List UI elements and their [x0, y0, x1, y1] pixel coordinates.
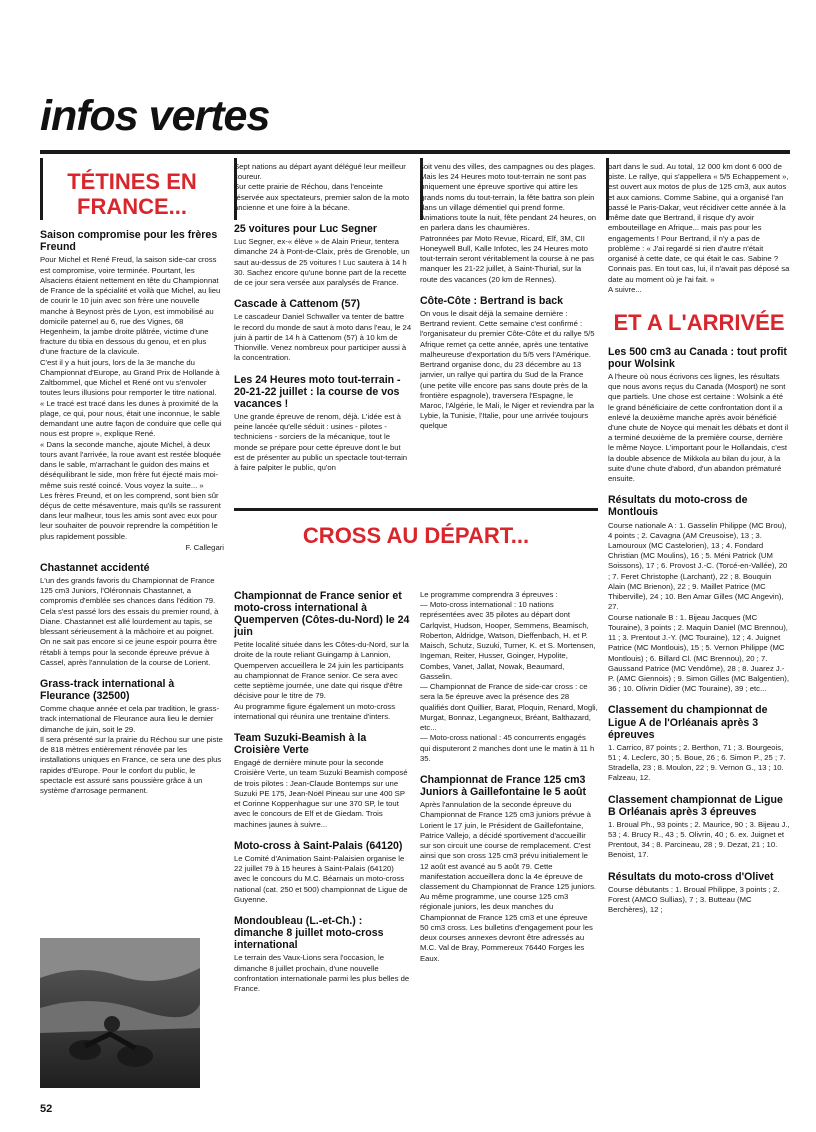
- article-body: Le programme comprendra 3 épreuves : — Moto-cross international : 10 nations représentées avec 35 pilotes au départ dont Carlqvist, Hudson, Hooper, Semmens, Beamisch, Roberton, Aldridge, Watson, Dieffenbach, H. et P. Maisch, Schutz, Suzuki, Turner, K. et S. Mortensen, Ingeman, Reiter, Husser, Goinger, Hypolite, Combes, Vanet, Jallat, Nowak, Beaumard, Gasselin. — Championnat de France de side-car cross : ce sera la 5e épreuve avec la présence des 28 qualifiés dont Quillier, Barat, Ploquin, Renard, Mogli, Murgat, Bonnaz, Legangneux, Bréant, Balthazard, etc... — Moto-cross national : 45 concurrents engagés qui disputeront 2 manches dont une le matin à 11 h 35.: [420, 590, 598, 763]
- section-tetines: [40, 170, 224, 796]
- article-body: Le terrain des Vaux-Lions sera l'occasion, le dimanche 8 juillet prochain, d'une nouvelle confrontation internationale parmi les plus belles de France.: [234, 953, 410, 994]
- motocross-photo-illustration: [40, 938, 200, 1088]
- motocross-photo: [40, 938, 200, 1088]
- article-headline: Résultats du moto-cross de Montlouis: [608, 494, 748, 519]
- article-headline: Championnat de France 125 cm3 Juniors à Gaillefontaine le 5 août: [420, 773, 587, 799]
- article-headline: Résultats du moto-cross d'Olivet: [608, 870, 774, 883]
- article-body: On vous le disait déjà la semaine dernière : Bertrand revient. Cette semaine c'est confirmé : l'organisateur du premier Côte-Côte et du rallye 5/5 Afrique remet ça cette année, après une tentative malheureuse d'exportation du 5/5 vers l'Amérique. Bertrand organise donc, du 23 décembre au 13 janvier, un rallye qui partira du Sud de la France (une petite ville encore pas sans doute près de la frontière espagnole), traversera l'Espagne, le Maroc, l'Algérie, le Mali, le Niger et reviendra par la Lybie, la Tunisie, l'Italie, pour une arrivée toujours quelque: [420, 308, 595, 431]
- section-rule: [234, 508, 598, 511]
- article-headline: Championnat de France senior et moto-cross international à Quemperven (Côtes-du-Nord) le 24 juin: [234, 590, 410, 639]
- article-body: Comme chaque année et cela par tradition, le grass-track international de Fleurance aura lieu le dernier dimanche de juin, soit le 29. Il sera présenté sur la prairie du Réchou sur une piste de 818 mètres entièrement rénovée par les installations uniques en France, ce sera une des plus rapides d'Europe. Pour le confort du public, le spectacle est assuré sans poussière grâce à un système d'arrosage permanent.: [40, 704, 223, 796]
- article-body: A l'heure où nous écrivons ces lignes, les résultats que nous avons reçus du Canada (Mosport) ne sont que partiels. Une chose est certaine : Wolsink a été le grand bénéficiaire de cette confrontation dont il a enlevé la deuxième manche après avoir bénéficié d'une chute de Noyce qui menait les débats et dont il a terminé deuxième de la première course, derrière le même Noyce. L'important pour le Hollandais, c'est la double absence de Mikkola au bilan du jour, à la suite d'une chute d'abord, d'un abandon prématuré ensuite.: [608, 371, 789, 484]
- article-headline: Côte-Côte : Bertrand is back: [420, 294, 564, 307]
- column-2-top: [234, 162, 412, 473]
- article-signature: F. Callegari: [185, 542, 224, 552]
- article-body: Course nationale A : 1. Gasselin Philippe (MC Brou), 4 points ; 2. Cavagna (AM Creusoise), 13 ; 3. Lamouroux (MC Castelorien), 13 ; 4. Fondard Christian (MC Moulins), 16 ; 5. Méni Patrick (UM Soissons), 17 ; 6. Provost J.-C. (Torcé-en-Vallée), 20 ; 7. Feret Christophe (Larchant), 22 ; 8. Bouquin Alain (MC Brienon), 22 ; 9. Maillet Patrice (MC Thiberville), 24 ; 10. Ben Amar Gilles (MC Angevin), 27. Course nationale B : 1. Bijeau Jacques (MC Touraine), 3 points ; 2. Maquin Daniel (MC Brennou), 11 ; 3. Prentout J.-Y. (MC Touraine), 12 ; 4. Juignet Patrice (MC Montlouis), 15 ; 5. Vernon Philippe (MC Montlouis) ; 6. Billard Cl. (MC Brennou), 20 ; 7. Gaussand Patrice (MC Vendôme), 28 ; 8. Juarez J.-P. (AMC Giennois) ; 9. Simon Gilles (MC Balgentien), 36 ; 10. Olivrin Didier (MC Touraine), 39 ; etc...: [608, 520, 790, 694]
- column-3-top: [420, 162, 598, 432]
- article-headline: Grass-track international à Fleurance (32500): [40, 678, 175, 703]
- section-title-tetines: TÉTINES EN FRANCE...: [67, 169, 197, 219]
- article-body: Course débutants : 1. Broual Philippe, 3 points ; 2. Forest (AMCO Sullias), 7 ; 3. Butteau (MC Berchères), 12 ;: [608, 884, 780, 915]
- article-body: Pour Michel et René Freud, la saison side-car cross est compromise, voire terminée. Pourtant, les Alsaciens étaient nettement en tête du Championnat de France de la spécialité et voilà que Michel, au lieu de courir le 10 juin avec son frère une nouvelle manche à Beynost près de Lyon, est immobilisé au domicile paternel au 6, rue des Vignes, 68 Hegenheim, la jambe droite plâtrée, victime d'une fracture du tibia en dessous du genou, et en plus d'une fracture de la clavicule. C'est il y a huit jours, lors de la 3e manche du Championnat d'Europe, au Grand Prix de Hollande à Zaltbommel, que Michel et René ont vu s'envoler toutes leurs illusions pour remporter le titre national. « Le tracé est tracé dans les dunes à proximité de la plage, ce qui, pour nous, était une inconnue, le sable demandant une autre façon de conduire que celle qui nous est propre », explique René. « Dans la seconde manche, ajoute Michel, à deux tours avant l'arrivée, la roue avant est restée bloquée dans le sable, m'arrachant le guidon des mains et déséquilibrant le side, mon frère fut éjecté mais moi-même suis resté coincé. Vous voyez la suite... » Les frères Freund, et on les comprend, sont bien sûr déçus de cette mésaventure, mais qu'ils se rassurent dans leur malheur, tous les amis sont avec eux pour leur souhaiter de pouvoir reprendre la compétition le plus rapidement possible.: [40, 255, 222, 541]
- article-body: 1. Carrico, 87 points ; 2. Berthon, 71 ; 3. Bourgeois, 51 ; 4. Leclerc, 30 ; 5. Boue, 26 ; 6. Simon P., 25 ; 7. Stradella, 23 ; 8. Moulon, 22 ; 9. Vernon G., 13 ; 10. Falzeau, 12.: [608, 742, 786, 783]
- article-body: Après l'annulation de la seconde épreuve du Championnat de France 125 cm3 juniors prévue à Lorient le 17 juin, le Président de Gaillefontaine, Patrice Vallejo, a décidé sportivement d'accueillir sur son circuit une course de remplacement. C'est ainsi que son cross 125 cm3 prévu initialement le 12 août est avancé au 5 août 79. Cette manifestation accueillera donc la 4e épreuve de classement du Championnat de France 125 juniors. Au même programme, une course 125 cm3 régionale juniors, les deux manches du Championnat de France 125 cm3 et une épreuve 50 cm3 cross. Les bulletins d'engagement pour les deux courses annexes devront être adressés au M.C. Val de Bray, Pommereux 76440 Forges les Eaux.: [420, 800, 597, 963]
- article-body: Une grande épreuve de renom, déjà. L'idée est à peine lancée qu'elle séduit : usines - pilotes - techniciens - sorciers de la mécanique, tout le monde se prépare pour cette épreuve dont le but est de présenter au public un spectacle tout-terrain à faire palpiter le public, qu'on: [234, 411, 408, 472]
- article-headline: Mondoubleau (L.-et-Ch.) : dimanche 8 juillet moto-cross international: [234, 915, 384, 952]
- article-body: Luc Segner, ex-« élève » de Alain Prieur, tentera dimanche 24 à Pont-de-Claix, près de Grenoble, un saut au-dessus de 25 voitures ! Luc sautera à 14 h 30. Sachez encore qu'une bonne part de la recette de ce jour sera versée aux paralysés de France.: [234, 237, 410, 288]
- article-headline: Chastannet accidenté: [40, 561, 150, 574]
- article-body: soit venu des villes, des campagnes ou des plages. Mais les 24 Heures moto tout-terrain ne sont pas uniquement une épreuve sportive qui attire les grands noms du tout-terrain, la fête battra son plein dans un village démentiel qui prend forme. Animations toute la nuit, fête pendant 24 heures, on en parlera dans les chaumières. Patronnées par Moto Revue, Ricard, Elf, 3M, CII Honeywell Bull, Kalle Infotec, les 24 Heures moto tout-terrain seront véritablement la course à ne pas manquer les 21-22 juillet, à Saint-Thurial, sur la route des vacances (20 km de Rennes).: [420, 162, 597, 284]
- article-headline: Cascade à Cattenom (57): [234, 298, 360, 311]
- article-headline: Team Suzuki-Beamish à la Croisière Verte: [234, 732, 367, 757]
- article-body: Sept nations au départ ayant délégué leur meilleur coureur. Sur cette prairie de Réchou, dans l'enceinte réservée aux spectateurs, premier salon de la moto ancienne et une foire à la bécane.: [234, 162, 410, 212]
- article-headline: Les 24 Heures moto tout-terrain - 20-21-22 juillet : la course de vos vacances !: [234, 373, 401, 410]
- page-masthead: infos vertes: [40, 92, 270, 140]
- article-body: part dans le sud. Au total, 12 000 km dont 6 000 de piste. Le rallye, qui s'appellera « 5/5 Echappement », est ouvert aux motos de plus de 125 cm3, aux autos et aux camions. Comme Sabine, qui a organisé l'an passé le Paris-Dakar, veut récidiver cette année à la même date que Bertrand, il risque d'y avoir embouteillage en Afrique... mais pas pour les engagements ! Pour Bertrand, il n'y a pas de problème : « J'ai regardé si rien d'autre n'était organisé à cette date, ce qui était le cas. Sabine ? Connais pas. En tout cas, lui, il n'avait pas déposé sa date au moment où je l'ai fait. » A suivre...: [608, 162, 790, 294]
- article-body: 1. Broual Ph., 93 points ; 2. Maurice, 90 ; 3. Bijeau J., 53 ; 4. Brucy R., 43 ; 5. Olivrin, 40 ; 6. ex. Juignet et Prentout, 34 ; 8. Parcineau, 28 ; 9. Dezat, 21 ; 10. Benoist, 17.: [608, 819, 790, 860]
- article-headline: Classement du championnat de Ligue A de l'Orléanais après 3 épreuves: [608, 704, 768, 741]
- article-headline: 25 voitures pour Luc Segner: [234, 223, 378, 236]
- section-title-arrivee: ET A L'ARRIVÉE: [613, 310, 785, 336]
- article-headline: Saison compromise pour les frères Freund: [40, 229, 218, 254]
- section-title-depart: CROSS AU DÉPART...: [302, 523, 530, 548]
- page-number: 52: [40, 1103, 53, 1115]
- masthead-rule: [40, 150, 790, 154]
- article-body: L'un des grands favoris du Championnat de France 125 cm3 Juniors, l'Oléronnais Chastannet, a compromis d'emblée ses chances dans l'édition 79. Cela s'est passé lors des essais du premier round, à Diane. Chastannet est allé lourdement au tapis, se blessant sérieusement à la mâchoire et au poignet. On ne sait pas encore si ce jeune espoir pourra être rétabli à temps pour la seconde épreuve prévue à Cassel, après l'annulation de la course de Lorient.: [40, 576, 219, 667]
- article-body: Le Comité d'Animation Saint-Palaisien organise le 22 juillet 79 à 15 heures à Saint-Palais (64120) avec le concours du M.C. Béarnais un moto-cross national (cat. 250 et 500) championnat de Ligue de Guyenne.: [234, 853, 408, 904]
- article-headline: Les 500 cm3 au Canada : tout profit pour Wolsink: [608, 345, 787, 370]
- depart-col-right: [420, 590, 598, 964]
- article-headline: Moto-cross à Saint-Palais (64120): [234, 839, 403, 852]
- depart-col-left: [234, 580, 412, 994]
- column-4: [608, 162, 790, 915]
- article-body: Petite localité située dans les Côtes-du-Nord, sur la droite de la route reliant Guingamp à Lannion, Quemperven accueillera le 24 juin les participants au championnat de France senior. Ce sera avec cette septième journée, une date qui risque d'être décisive pour le titre de 79. Au programme figure également un moto-cross international qui réunira une trentaine d'inters.: [234, 640, 409, 721]
- article-headline: Classement championnat de Ligue B Orléanais après 3 épreuves: [608, 793, 783, 818]
- article-body: Engagé de dernière minute pour la seconde Croisière Verte, un team Suzuki Beamish composé de trois pilotes : Jean-Claude Bontemps sur une Suzuki PE 175, Jean-Noël Pineau sur une 400 SP et Corinne Koppenhague sur une 370 SP, le tout avec le concours de Elf et de Giedam. Trois machines jaunes à suivre...: [234, 758, 408, 829]
- article-body: Le cascadeur Daniel Schwaller va tenter de battre le record du monde de saut à moto dans l'eau, le 24 juin à partir de 14 h à Cattenom (57) à 10 km de Thionville. Venez nombreux pour participer aussi à la concentration.: [234, 312, 412, 363]
